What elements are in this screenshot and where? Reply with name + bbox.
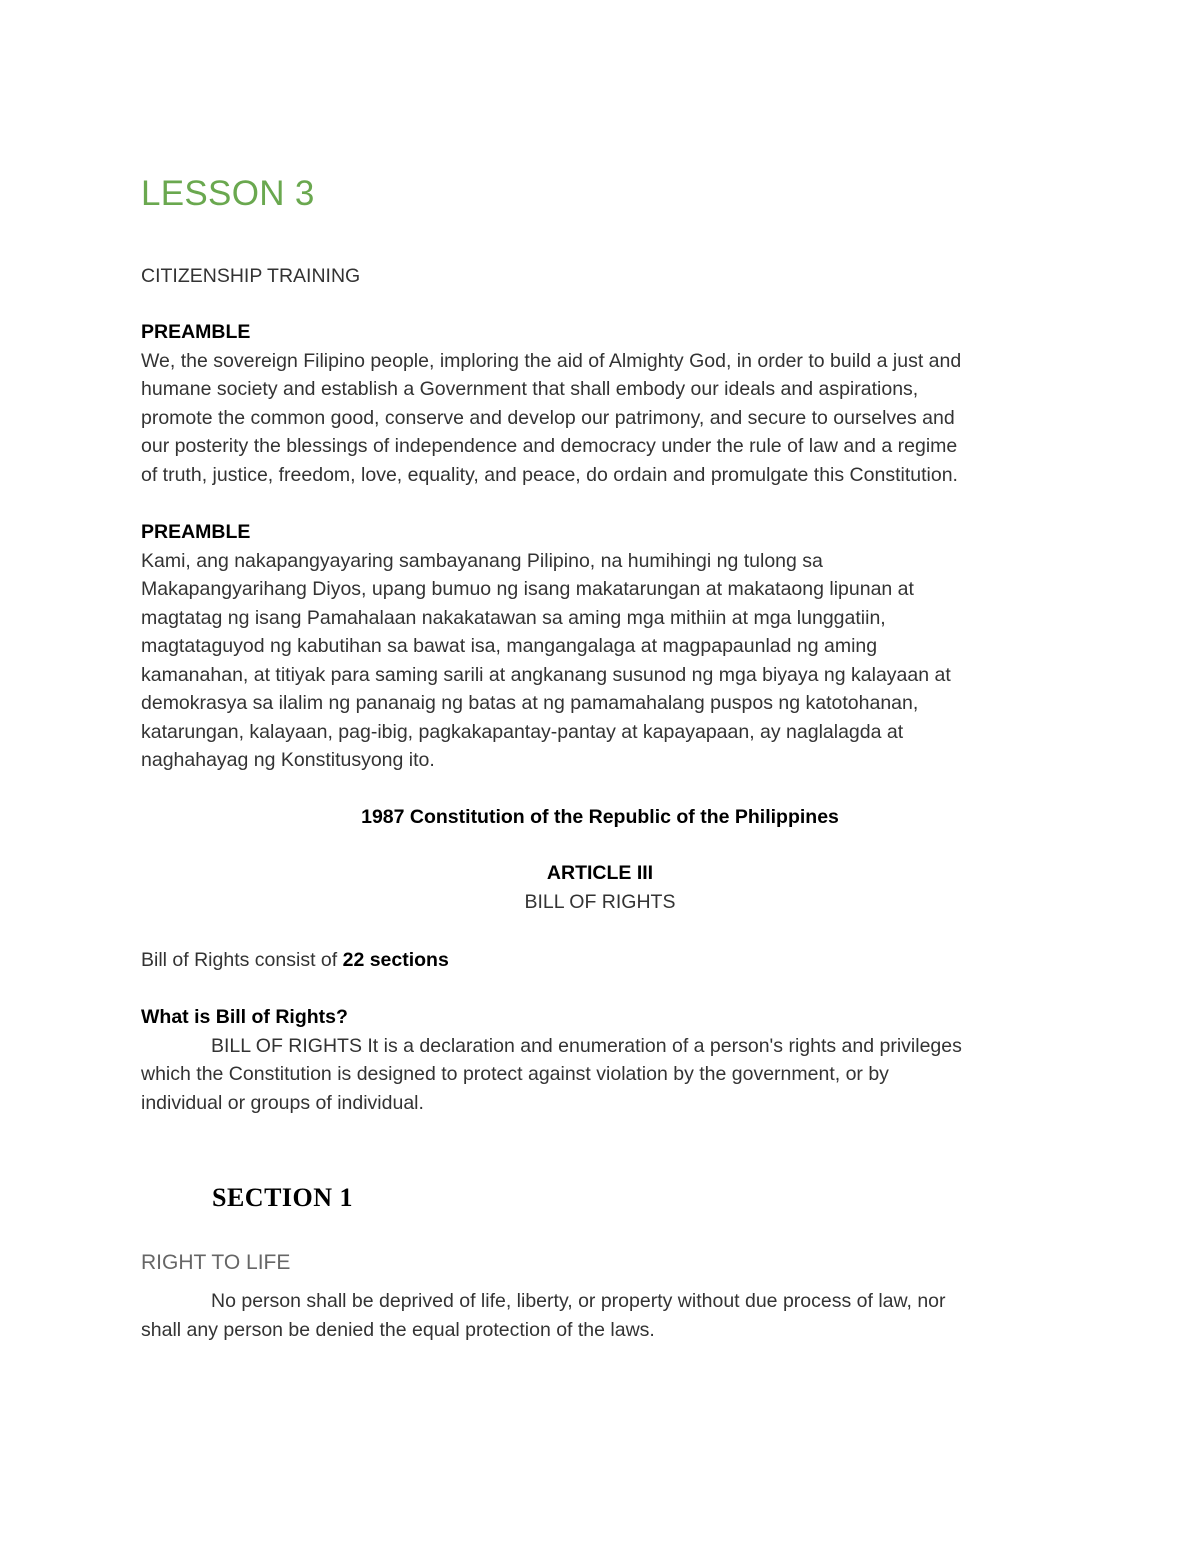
sections-count-prefix: Bill of Rights consist of	[141, 949, 343, 971]
article-number: ARTICLE III	[546, 862, 654, 884]
definition-block	[141, 1003, 1056, 1117]
subtitle: CITIZENSHIP TRAINING	[141, 265, 361, 287]
preamble-line: of truth, justice, freedom, love, equality, and peace, do ordain and promulgate this Constitution.	[141, 463, 958, 486]
section-heading: SECTION 1	[212, 1183, 354, 1212]
section-body	[141, 1287, 1056, 1344]
preamble-filipino	[141, 518, 1056, 775]
constitution-title: 1987 Constitution of the Republic of the Philippines	[361, 806, 839, 828]
preamble-line: our posterity the blessings of independence and democracy under the rule of law and a regime	[141, 435, 958, 457]
lesson-title: LESSON 3	[141, 174, 315, 213]
sections-count-line	[141, 946, 1056, 975]
preamble-line: demokrasya sa ilalim ng pananaig ng batas at ng pamamahalang puspos ng katotohanan,	[141, 692, 919, 714]
preamble-english	[141, 318, 1056, 489]
preamble-line: Kami, ang nakapangyayaring sambayanang Pilipino, na humihingi ng tulong sa	[141, 549, 823, 572]
preamble-line: We, the sovereign Filipino people, imploring the aid of Almighty God, in order to build a just and	[141, 349, 962, 372]
sections-count: 22 sections	[342, 949, 449, 971]
definition-question: What is Bill of Rights?	[141, 1006, 348, 1028]
preamble-line: kamanahan, at titiyak para saming sarili at angkanang susunod ng mga biyaya ng kalayaan at	[141, 663, 951, 686]
section-line: No person shall be deprived of life, liberty, or property without due process of law, nor	[211, 1290, 946, 1312]
right-heading: RIGHT TO LIFE	[141, 1251, 291, 1274]
section-line: shall any person be denied the equal protection of the laws.	[141, 1318, 655, 1341]
preamble-line: naghahayag ng Konstitusyong ito.	[141, 749, 435, 771]
preamble-heading: PREAMBLE	[141, 321, 251, 343]
preamble-line: magtataguyod ng kabutihan sa bawat isa, mangangalaga at magpapaunlad ng aming	[141, 635, 878, 657]
preamble-line: promote the common good, conserve and develop our patrimony, and secure to ourselves and	[141, 406, 955, 429]
article-name: BILL OF RIGHTS	[524, 891, 676, 913]
preamble-line: katarungan, kalayaan, pag-ibig, pagkakapantay-pantay at kapayapaan, ay naglalagda at	[141, 720, 904, 743]
definition-line: BILL OF RIGHTS It is a declaration and enumeration of a person's rights and privileges	[211, 1034, 962, 1057]
definition-line: individual or groups of individual.	[141, 1091, 424, 1114]
preamble-heading: PREAMBLE	[141, 521, 251, 543]
preamble-line: humane society and establish a Government that shall embody our ideals and aspirations,	[141, 378, 919, 400]
preamble-line: magtatag ng isang Pamahalaan nakakatawan sa aming mga mithiin at mga lunggatiin,	[141, 606, 886, 629]
definition-line: which the Constitution is designed to protect against violation by the government, or by	[141, 1063, 889, 1085]
preamble-line: Makapangyarihang Diyos, upang bumuo ng isang makatarungan at makataong lipunan at	[141, 578, 914, 600]
